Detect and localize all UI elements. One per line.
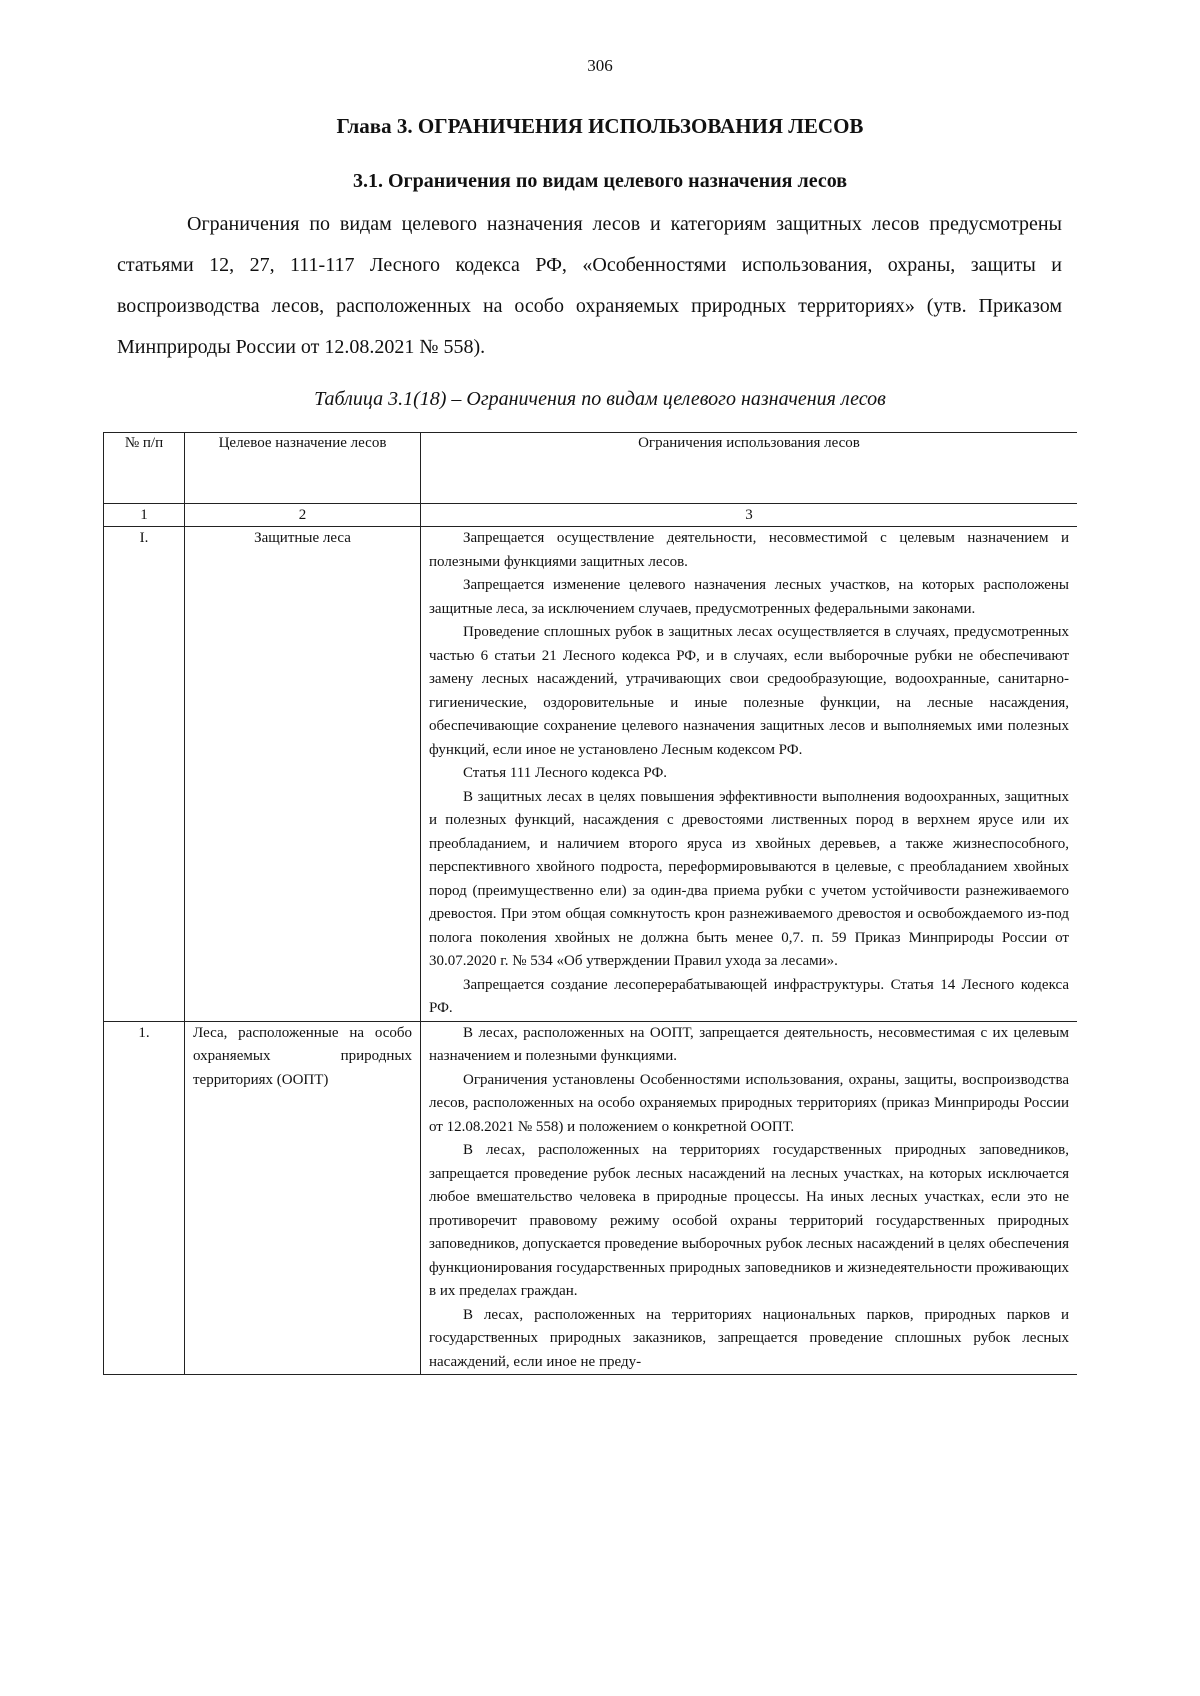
table-row [104, 1021, 1078, 1375]
row-purpose: Леса, расположенные на особо охраняемых природных территориях (ООПТ) [185, 1021, 421, 1375]
restriction-paragraph: В лесах, расположенных на территориях национальных парков, природных парков и государственных природных заказников, запрещается проведение сплошных рубок лесных насаждений, если иное не преду- [429, 1306, 1069, 1370]
intro-paragraph: Ограничения по видам целевого назначения лесов и категориям защитных лесов предусмотрены статьями 12, 27, 111-117 Лесного кодекса РФ, «Особенностями использования, охраны, защиты и воспроизводства лесов, расположенных на особо охраняемых природных территориях» (утв. Приказом Минприроды России от 12.08.2021 № 558). [117, 213, 1062, 358]
table-row [104, 527, 1078, 1022]
column-number: 3 [421, 504, 1078, 527]
page-number: 306 [587, 56, 613, 75]
chapter-title: Глава 3. ОГРАНИЧЕНИЯ ИСПОЛЬЗОВАНИЯ ЛЕСОВ [336, 114, 864, 138]
table-header-row [104, 433, 1078, 504]
column-number-row [104, 504, 1078, 527]
restriction-paragraph: Статья 111 Лесного кодекса РФ. [463, 765, 668, 781]
restrictions-table-container [103, 432, 1077, 1617]
restriction-paragraph: В лесах, расположенных на ООПТ, запрещается деятельность, несовместимая с их целевым назначением и полезными функциями. [429, 1024, 1069, 1064]
row-restrictions [421, 527, 1078, 1022]
restriction-paragraph: Запрещается создание лесоперерабатывающей инфраструктуры. Статья 14 Лесного кодекса РФ. [429, 976, 1069, 1016]
section-title: 3.1. Ограничения по видам целевого назначения лесов [353, 170, 847, 192]
restrictions-table [103, 432, 1077, 1375]
table-caption: Таблица 3.1(18) – Ограничения по видам целевого назначения лесов [314, 388, 886, 410]
row-index: I. [104, 527, 185, 1022]
restriction-paragraph: В защитных лесах в целях повышения эффективности выполнения водоохранных, защитных и полезных функций, насаждения с древостоями лиственных пород в верхнем ярусе или их преобладанием, и наличием второго яруса из хвойных деревьев, а также жизнеспособного, перспективного хвойного подроста, переформировываются в целевые, с преобладанием хвойных пород (преимущественно ели) за один-два приема рубки с учетом устойчивости разнеживаемого древостоя. При этом общая сомкнутость крон разнеживаемого древостоя и освобождаемого из-под полога поколения хвойных не должна быть менее 0,7. п. 59 Приказ Минприроды России от 30.07.2020 г. № 534 «Об утверждении Правил ухода за лесами». [429, 788, 1069, 969]
restriction-paragraph: Ограничения установлены Особенностями использования, охраны, защиты, воспроизводства лесов, расположенных на особо охраняемых природных территориях (приказ Минприроды России от 12.08.2021 № 558) и положением о конкретной ООПТ. [429, 1071, 1069, 1135]
row-index: 1. [104, 1021, 185, 1375]
restriction-paragraph: В лесах, расположенных на территориях государственных природных заповедников, запрещается проведение рубок лесных насаждений на лесных участках, на которых исключается любое вмешательство человека в природные процессы. На иных лесных участках, если это не противоречит правовому режиму особой охраны территорий государственных природных заповедников, допускается проведение выборочных рубок лесных насаждений в целях обеспечения функционирования государственных природных заповедников и жизнедеятельности проживающих в их пределах граждан. [429, 1142, 1069, 1299]
restriction-paragraph: Проведение сплошных рубок в защитных лесах осуществляется в случаях, предусмотренных частью 6 статьи 21 Лесного кодекса РФ, и в случаях, если выборочные рубки не обеспечивают замену лесных насаждений, утрачивающих свои средообразующие, водоохранные, санитарно-гигиенические, оздоровительные и иные полезные функции, на лесные насаждения, обеспечивающие сохранение целевого назначения защитных лесов и выполняемых ими полезных функций, если иное не установлено Лесным кодексом РФ. [429, 624, 1069, 758]
column-number: 1 [104, 504, 185, 527]
row-purpose: Защитные леса [185, 527, 421, 1022]
header-number: № п/п [104, 433, 185, 504]
restriction-paragraph: Запрещается осуществление деятельности, несовместимой с целевым назначением и полезными функциями защитных лесов. [429, 530, 1069, 570]
column-number: 2 [185, 504, 421, 527]
header-restrictions: Ограничения использования лесов [421, 433, 1078, 504]
header-purpose: Целевое назначение лесов [185, 433, 421, 504]
restriction-paragraph: Запрещается изменение целевого назначения лесных участков, на которых расположены защитные леса, за исключением случаев, предусмотренных федеральными законами. [429, 577, 1069, 617]
row-restrictions [421, 1021, 1078, 1375]
